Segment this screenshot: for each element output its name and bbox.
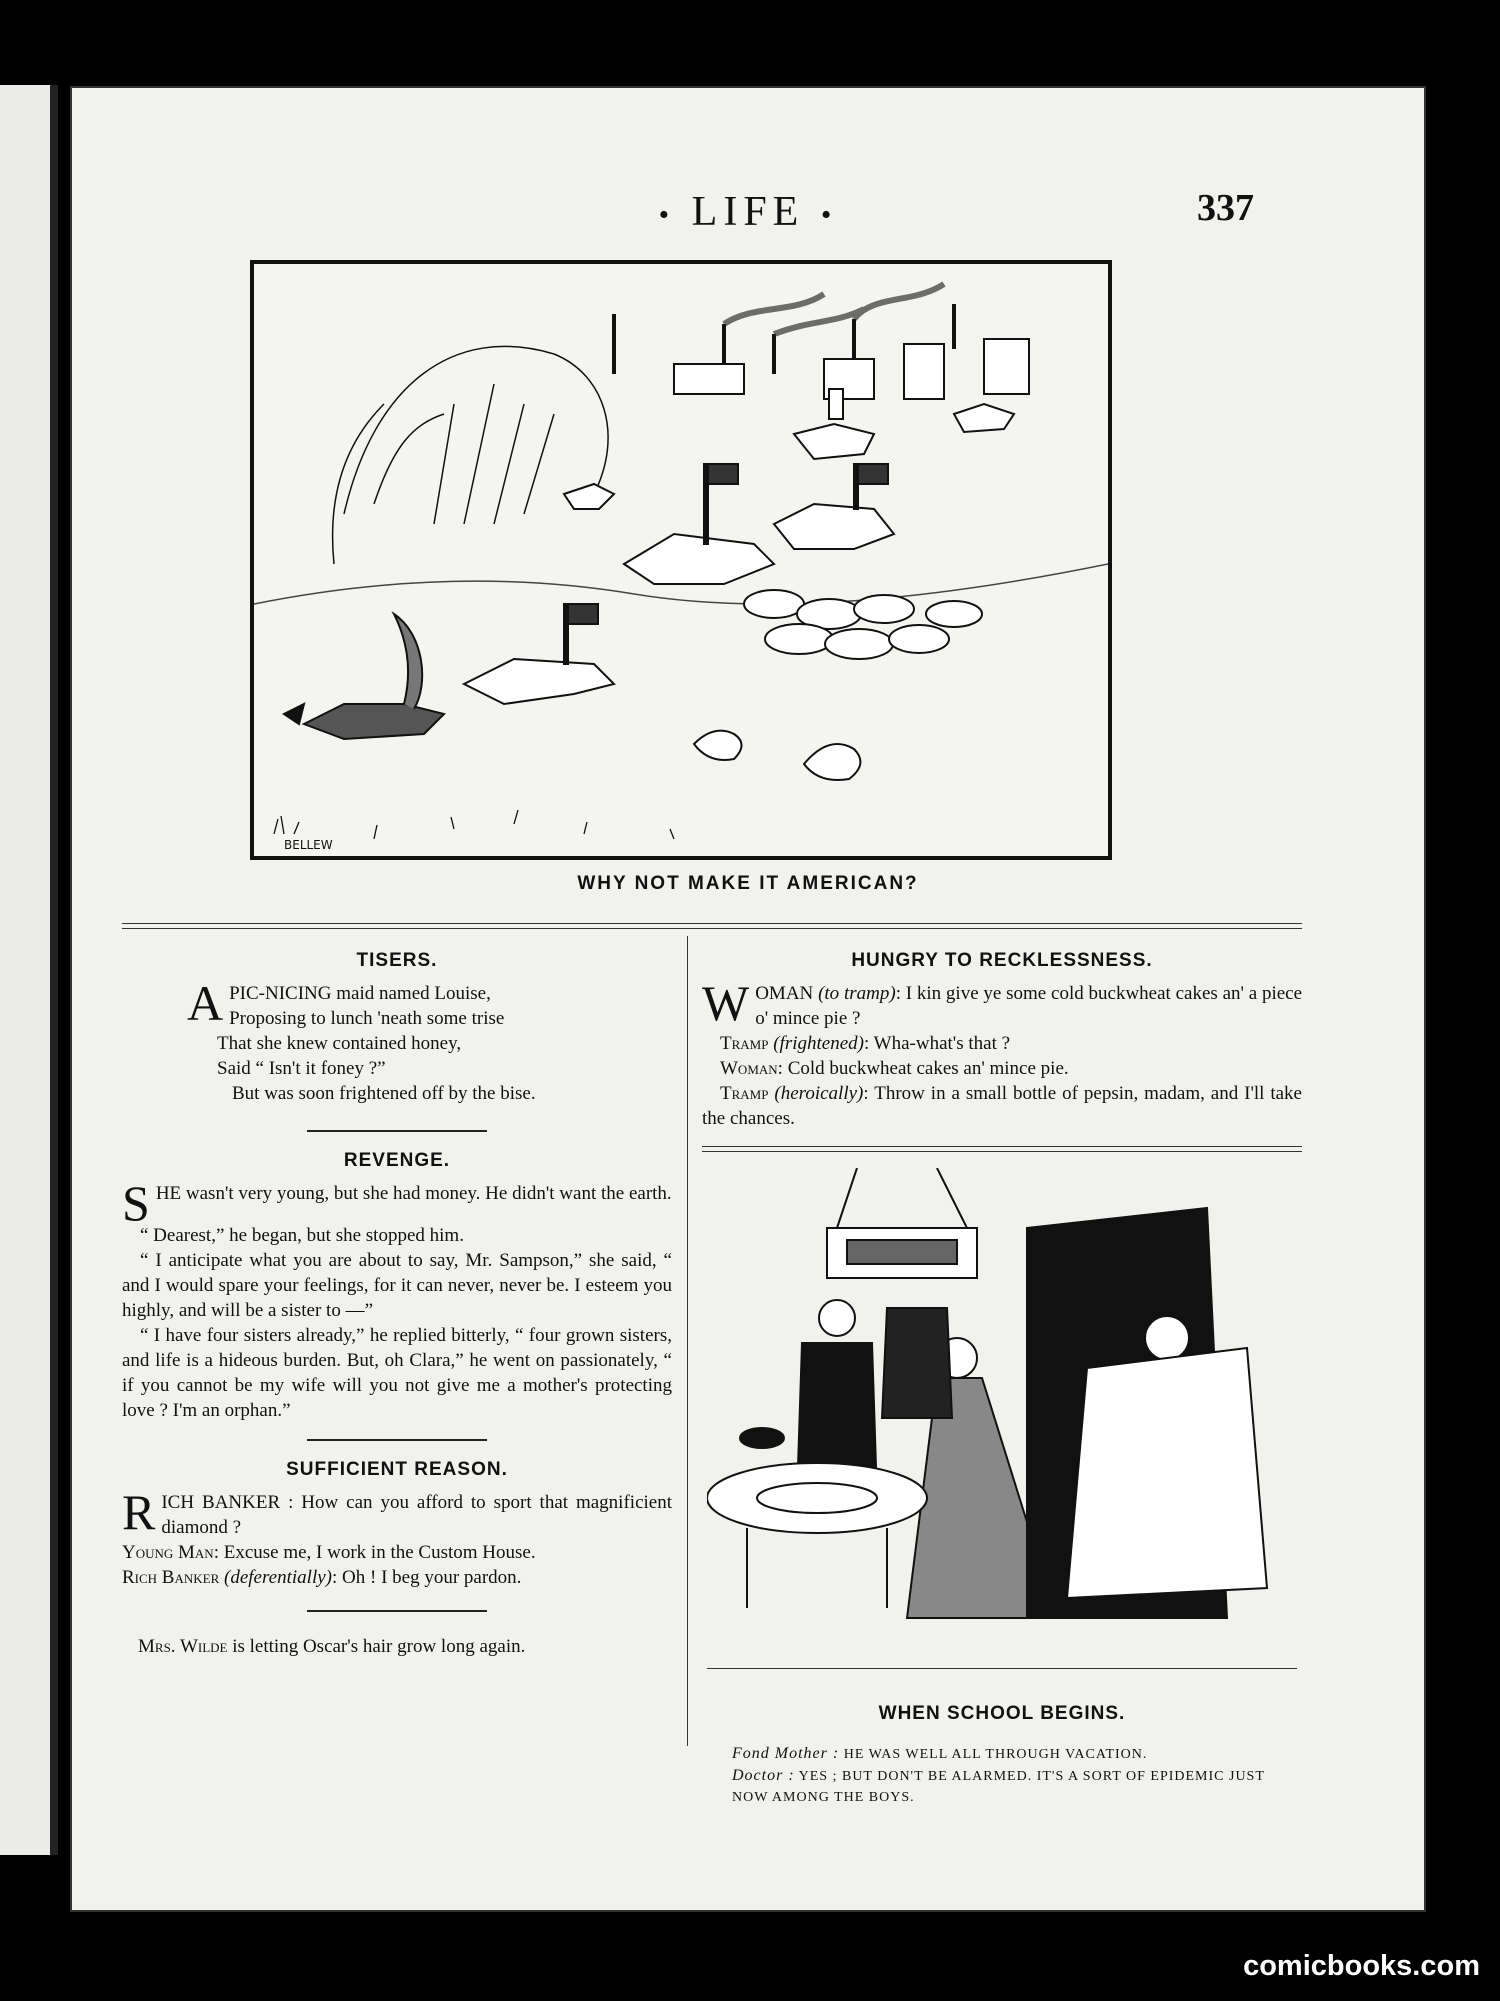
hungry-line-3: : Cold buckwheat cakes an' mince pie. bbox=[777, 1058, 1069, 1079]
wilde-text: is letting Oscar's hair grow long again. bbox=[227, 1636, 526, 1657]
revenge-dropcap: S bbox=[122, 1175, 150, 1231]
magazine-page bbox=[72, 88, 1424, 1910]
poem-line-3: That she knew contained honey, bbox=[217, 1033, 462, 1054]
sufficient-reason-dropcap: R bbox=[122, 1484, 156, 1540]
tisers-poem bbox=[187, 975, 607, 1106]
wilde-speaker: Mrs. Wilde bbox=[138, 1636, 228, 1657]
facing-page-edge bbox=[0, 85, 58, 1855]
revenge-p2: “ Dearest,” he began, but she stopped him. bbox=[140, 1225, 464, 1246]
right-column bbox=[702, 938, 1302, 1131]
hungry-speaker-1: OMAN bbox=[755, 983, 814, 1004]
magazine-title: LIFE bbox=[691, 189, 805, 235]
poem-line-1: PIC-NICING maid named Louise, bbox=[229, 983, 491, 1004]
column-divider bbox=[687, 936, 688, 1746]
bushes bbox=[333, 346, 609, 564]
revenge-story bbox=[122, 1175, 672, 1423]
school-speaker-1: Fond Mother : bbox=[732, 1745, 840, 1762]
hungry-speaker-3: Woman bbox=[720, 1058, 778, 1079]
revenge-heading: REVENGE. bbox=[343, 1150, 451, 1171]
page-number: 337 bbox=[1197, 187, 1254, 229]
running-head: • LIFE • bbox=[658, 189, 838, 235]
hungry-speaker-2: Tramp bbox=[720, 1033, 769, 1054]
poem-line-2: Proposing to lunch 'neath some trise bbox=[229, 1008, 505, 1029]
section-rule bbox=[122, 923, 1302, 929]
school-line-1: HE WAS WELL ALL THROUGH VACATION. bbox=[839, 1747, 1148, 1762]
hungry-line-1: : I kin give ye some cold buckwheat cakes an' a piece o' mince pie ? bbox=[755, 983, 1303, 1029]
sufficient-reason-heading: SUFFICIENT REASON. bbox=[286, 1459, 508, 1480]
revenge-p1: HE wasn't very young, but she had money. He didn't want the earth. bbox=[155, 1183, 672, 1204]
artist-signature: BELLEW bbox=[284, 838, 333, 852]
hungry-heading: HUNGRY TO RECKLESSNESS. bbox=[851, 950, 1153, 971]
hungry-direction-4: (heroically) bbox=[774, 1083, 864, 1104]
hungry-direction-1: (to tramp) bbox=[818, 983, 896, 1004]
sr-line-3: : Oh ! I beg your pardon. bbox=[332, 1567, 522, 1588]
tisers-dropcap: A bbox=[187, 975, 224, 1031]
stone-wall bbox=[744, 590, 982, 659]
divider-rule bbox=[307, 1439, 487, 1441]
poem-line-4: Said “ Isn't it foney ?” bbox=[217, 1058, 386, 1079]
boy-in-bed bbox=[1027, 1208, 1267, 1618]
school-caption: WHEN SCHOOL BEGINS. bbox=[878, 1703, 1126, 1724]
left-column bbox=[122, 938, 672, 1659]
sr-direction-3: (deferentially) bbox=[224, 1567, 332, 1588]
revenge-p4: “ I have four sisters already,” he replied bitterly, “ four grown sisters, and life is a hideous burden. But, oh Clara,” he went on passionately, “ if you cannot be my wife will you not give me a mother's protecting love ? I'm an orphan.” bbox=[122, 1325, 672, 1421]
cartoon-illustration-animals bbox=[250, 260, 1112, 860]
hungry-line-4: : Throw in a small bottle of pepsin, madam, and I'll take the chances. bbox=[702, 1083, 1302, 1129]
school-line-2: YES ; BUT DON'T BE ALARMED. IT'S A SORT OF EPIDEMIC JUST NOW AMONG THE BOYS. bbox=[732, 1769, 1265, 1805]
factory-skyline bbox=[614, 304, 1029, 399]
sr-line-2: : Excuse me, I work in the Custom House. bbox=[213, 1542, 536, 1563]
sr-line-1: ICH BANKER : How can you afford to sport that magnificient diamond ? bbox=[161, 1492, 672, 1538]
revenge-p3: “ I anticipate what you are about to say, Mr. Sampson,” she said, “ and I would spare your feelings, for it can never, never be. I esteem you highly, and will be a sister to —” bbox=[122, 1250, 672, 1321]
site-watermark: comicbooks.com bbox=[1243, 1950, 1480, 1982]
wilde-note bbox=[122, 1634, 672, 1659]
school-dialogue bbox=[702, 1743, 1302, 1808]
tisers-heading: TISERS. bbox=[356, 950, 438, 971]
side-table bbox=[707, 1463, 927, 1608]
hungry-direction-2: (frightened) bbox=[773, 1033, 864, 1054]
section-rule bbox=[702, 1146, 1302, 1152]
hungry-story bbox=[702, 975, 1303, 1131]
hungry-speaker-4: Tramp bbox=[720, 1083, 769, 1104]
fox bbox=[284, 614, 444, 739]
sr-speaker-2: Young Man bbox=[122, 1542, 214, 1563]
sr-speaker-3: Rich Banker bbox=[122, 1567, 220, 1588]
hungry-line-2: : Wha-what's that ? bbox=[863, 1033, 1011, 1054]
cartoon-caption: WHY NOT MAKE IT AMERICAN? bbox=[577, 873, 919, 894]
divider-rule bbox=[307, 1610, 487, 1612]
hungry-dropcap: W bbox=[702, 975, 750, 1031]
school-illustration bbox=[707, 1168, 1297, 1669]
divider-rule bbox=[307, 1130, 487, 1132]
chickens bbox=[694, 731, 860, 780]
poem-line-5: But was soon frightened off by the bise. bbox=[232, 1083, 536, 1104]
sufficient-reason-story bbox=[122, 1484, 672, 1590]
school-speaker-2: Doctor : bbox=[732, 1767, 795, 1784]
